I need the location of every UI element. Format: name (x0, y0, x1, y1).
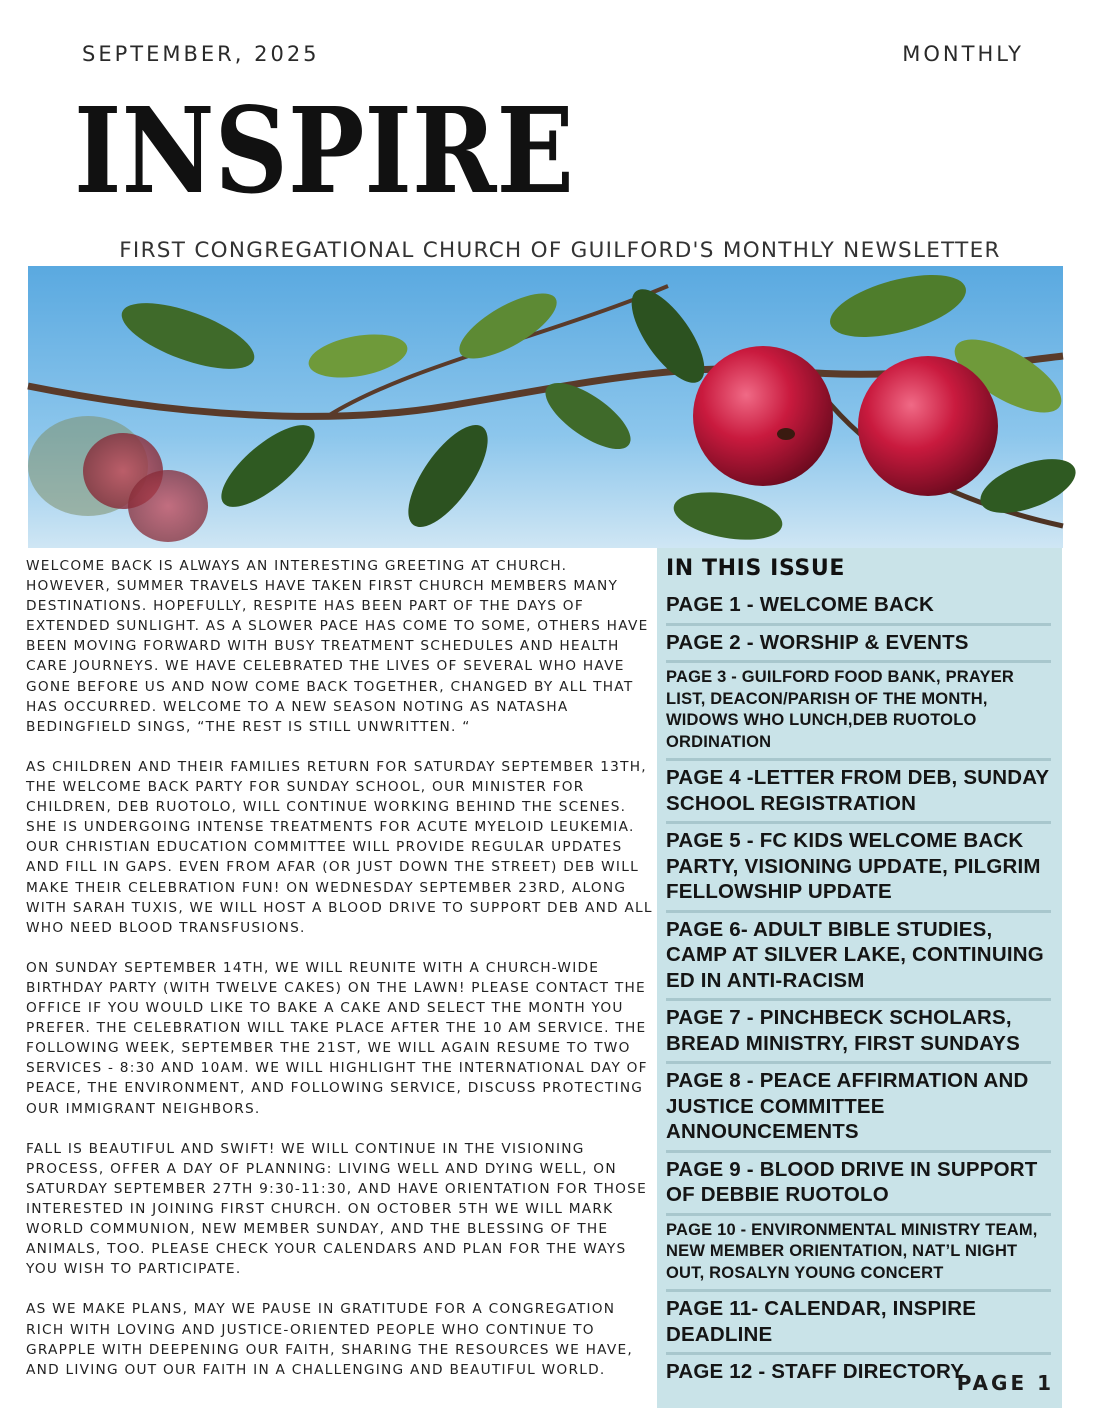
toc-item-page-9: PAGE 9 - BLOOD DRIVE IN SUPPORT OF DEBBIE RUOTOLO (666, 1157, 1051, 1216)
toc-item-page-8: PAGE 8 - PEACE AFFIRMATION AND JUSTICE COMMITTEE ANNOUNCEMENTS (666, 1068, 1051, 1153)
issue-frequency: MONTHLY (902, 42, 1024, 66)
article-paragraph: FALL IS BEAUTIFUL AND SWIFT! WE WILL CONTINUE IN THE VISIONING PROCESS, OFFER A DAY OF PLANNING: LIVING WELL AND DYING WELL, ON SATURDAY SEPTEMBER 27TH 9:30-11:30, AND HAVE ORIENTATION FOR THOSE INTERESTED IN JOINING FIRST CHURCH. ON OCTOBER 5TH WE WILL MARK WORLD COMMUNION, NEW MEMBER SUNDAY, AND THE BLESSING OF THE ANIMALS, TOO. PLEASE CHECK YOUR CALENDARS AND PLAN FOR THE WAYS YOU WISH TO PARTICIPATE. (26, 1140, 647, 1278)
toc-item-page-12: PAGE 12 - STAFF DIRECTORY (666, 1360, 965, 1383)
toc-item-page-2: PAGE 2 - WORSHIP & EVENTS (666, 630, 1051, 664)
article-paragraph: ON SUNDAY SEPTEMBER 14TH, WE WILL REUNITE WITH A CHURCH-WIDE BIRTHDAY PARTY (WITH TWELVE CAKES) ON THE LAWN! PLEASE CONTACT THE OFFICE IF YOU WOULD LIKE TO BAKE A CAKE AND SELECT THE MONTH YOU PREFER. THE CELEBRATION WILL TAKE PLACE AFTER THE 10 AM SERVICE. THE FOLLOWING WEEK, SEPTEMBER THE 21ST, WE WILL AGAIN RESUME TO TWO SERVICES - 8:30 AND 10AM. WE WILL HIGHLIGHT THE INTERNATIONAL DAY OF PEACE, THE ENVIRONMENT, AND FOLLOWING SERVICE, DISCUSS PROTECTING OUR IMMIGRANT NEIGHBORS. (26, 959, 648, 1117)
toc-item-page-11: PAGE 11- CALENDAR, INSPIRE DEADLINE (666, 1296, 1051, 1355)
sidebar-title: IN THIS ISSUE (666, 556, 845, 581)
toc-item-page-10: PAGE 10 - ENVIRONMENTAL MINISTRY TEAM, NEW MEMBER ORIENTATION, NAT’L NIGHT OUT, ROSALYN YOUNG CONCERT (666, 1220, 1051, 1293)
issue-date: SEPTEMBER, 2025 (82, 42, 320, 66)
article-paragraph: AS WE MAKE PLANS, MAY WE PAUSE IN GRATITUDE FOR A CONGREGATION RICH WITH LOVING AND JUSTICE-ORIENTED PEOPLE WHO CONTINUE TO GRAPPLE WITH DEEPENING OUR FAITH, SHARING THE RESOURCES WE HAVE, AND LIVING OUT OUR FAITH IN A CHALLENGING AND BEAUTIFUL WORLD. (26, 1301, 633, 1378)
toc-item-page-1: PAGE 1 - WELCOME BACK (666, 592, 1051, 626)
toc-item-page-3: PAGE 3 - GUILFORD FOOD BANK, PRAYER LIST, DEACON/PARISH OF THE MONTH, WIDOWS WHO LUNCH,DEB RUOTOLO ORDINATION (666, 667, 1051, 761)
welcome-article (26, 556, 654, 1400)
toc-item-page-6: PAGE 6- ADULT BIBLE STUDIES, CAMP AT SILVER LAKE, CONTINUING ED IN ANTI-RACISM (666, 917, 1051, 1002)
toc-item-page-5: PAGE 5 - FC KIDS WELCOME BACK PARTY, VISIONING UPDATE, PILGRIM FELLOWSHIP UPDATE (666, 828, 1051, 913)
toc-item-page-4: PAGE 4 -LETTER FROM DEB, SUNDAY SCHOOL REGISTRATION (666, 765, 1051, 824)
newsletter-subtitle: FIRST CONGREGATIONAL CHURCH OF GUILFORD'S MONTHLY NEWSLETTER (119, 238, 1001, 263)
toc-item-page-7: PAGE 7 - PINCHBECK SCHOLARS, BREAD MINISTRY, FIRST SUNDAYS (666, 1005, 1051, 1064)
masthead-title: INSPIRE (74, 81, 574, 220)
article-paragraph: WELCOME BACK IS ALWAYS AN INTERESTING GREETING AT CHURCH. HOWEVER, SUMMER TRAVELS HAVE TAKEN FIRST CHURCH MEMBERS MANY DESTINATIONS. HOPEFULLY, RESPITE HAS BEEN PART OF THE DAYS OF EXTENDED SUNLIGHT. AS A SLOWER PACE HAS COME TO SOME, OTHERS HAVE BEEN MOVING FORWARD WITH BUSY TREATMENT SCHEDULES AND HEALTH CARE JOURNEYS. WE HAVE CELEBRATED THE LIVES OF SEVERAL WHO HAVE GONE BEFORE US AND NOW COME BACK TOGETHER, CHANGED BY ALL THAT HAS OCCURRED. WELCOME TO A NEW SEASON NOTING AS NATASHA BEDINGFIELD SINGS, “THE REST IS STILL UNWRITTEN. “ (26, 558, 649, 735)
hero-apple-image (28, 266, 1063, 548)
page-number: PAGE 1 (956, 1371, 1054, 1395)
article-paragraph: AS CHILDREN AND THEIR FAMILIES RETURN FOR SATURDAY SEPTEMBER 13TH, THE WELCOME BACK PARTY FOR SUNDAY SCHOOL, OUR MINISTER FOR CHILDREN, DEB RUOTOLO, WILL CONTINUE WORKING BEHIND THE SCENES. SHE IS UNDERGOING INTENSE TREATMENTS FOR ACUTE MYELOID LEUKEMIA. OUR CHRISTIAN EDUCATION COMMITTEE WILL PROVIDE REGULAR UPDATES AND FILL IN GAPS. EVEN FROM AFAR (OR JUST DOWN THE STREET) DEB WILL MAKE THEIR CELEBRATION FUN! ON WEDNESDAY SEPTEMBER 23RD, ALONG WITH SARAH TUXIS, WE WILL HOST A BLOOD DRIVE TO SUPPORT DEB AND ALL WHO NEED BLOOD TRANSFUSIONS. (26, 758, 653, 936)
table-of-contents (666, 592, 1051, 1394)
masthead-logo (70, 64, 590, 244)
in-this-issue-sidebar (657, 548, 1062, 1408)
